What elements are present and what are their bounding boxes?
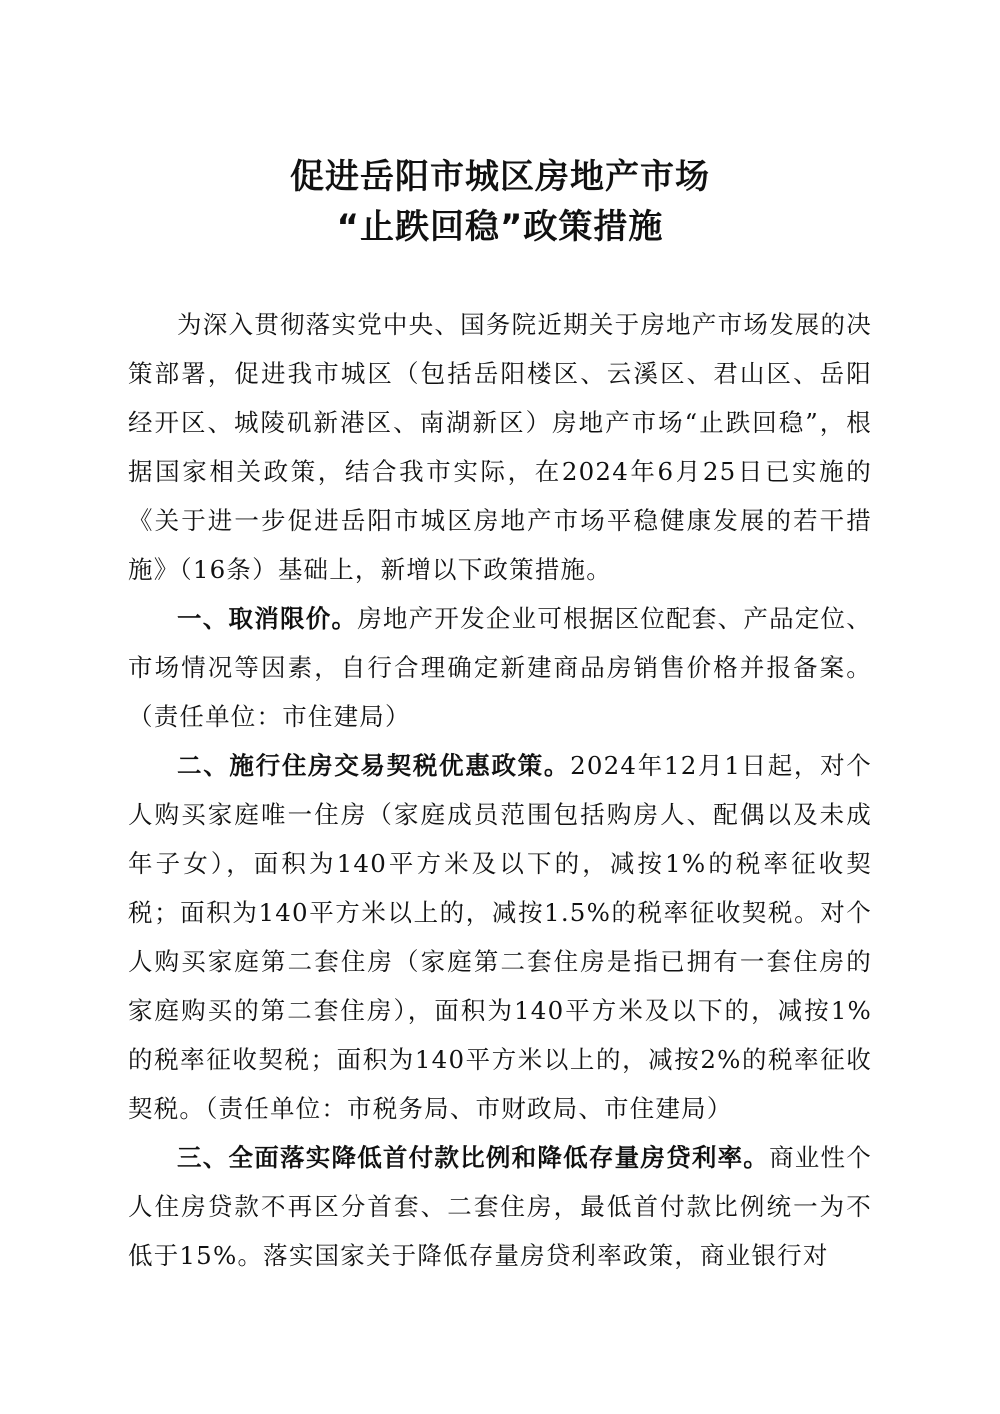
measure-1-heading: 一、取消限价。 xyxy=(177,604,358,633)
document-title-line-2: “止跌回稳”政策措施 xyxy=(336,207,664,247)
intro-paragraph xyxy=(128,300,872,594)
measure-3-paragraph xyxy=(128,1133,872,1280)
document-body xyxy=(128,300,872,1280)
intro-text: 为深入贯彻落实党中央、国务院近期关于房地产市场发展的决策部署，促进我市城区（包括岳阳楼区、云溪区、君山区、岳阳经开区、城陵矶新港区、南湖新区）房地产市场“止跌回稳”，根据国家相关政策，结合我市实际，在2024年6月25日已实施的《关于进一步促进岳阳市城区房地产市场平稳健康发展的若干措施》（16条）基础上，新增以下政策措施。 xyxy=(128,310,872,584)
measure-3-text: 商业性个人住房贷款不再区分首套、二套住房，最低首付款比例统一为不低于15%。落实国家关于降低存量房贷利率政策，商业银行对 xyxy=(128,1143,872,1270)
measure-1-paragraph xyxy=(128,594,872,741)
measure-2-heading: 二、施行住房交易契税优惠政策。 xyxy=(177,751,571,780)
measure-1-text: 房地产开发企业可根据区位配套、产品定位、市场情况等因素，自行合理确定新建商品房销售价格并报备案。（责任单位：市住建局） xyxy=(128,604,873,731)
measure-3-heading: 三、全面落实降低首付款比例和降低存量房贷利率。 xyxy=(177,1143,770,1172)
measure-2-text: 2024年12月1日起，对个人购买家庭唯一住房（家庭成员范围包括购房人、配偶以及未成年子女），面积为140平方米及以下的，减按1%的税率征收契税；面积为140平方米以上的，减按1.5%的税率征收契税。对个人购买家庭第二套住房（家庭第二套住房是指已拥有一套住房的家庭购买的第二套住房），面积为140平方米及以下的，减按1%的税率征收契税；面积为140平方米以上的，减按2%的税率征收契税。（责任单位：市税务局、市财政局、市住建局） xyxy=(128,751,873,1123)
document-title-line-1: 促进岳阳市城区房地产市场 xyxy=(290,157,710,197)
measure-2-paragraph xyxy=(128,741,872,1133)
